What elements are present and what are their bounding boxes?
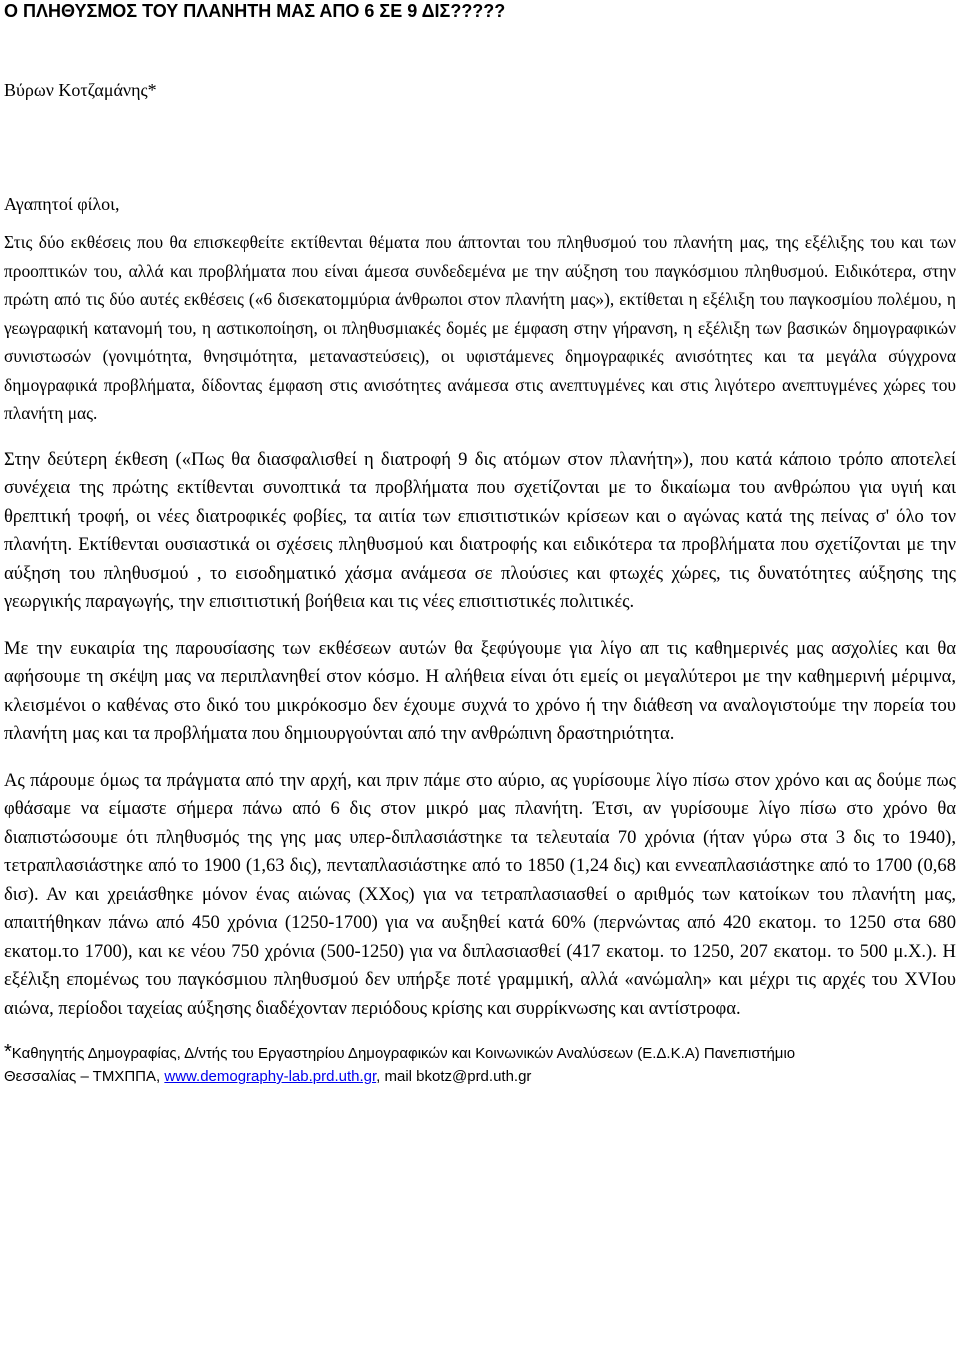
footnote xyxy=(4,1041,956,1088)
footnote-email: , mail bkotz@prd.uth.gr xyxy=(376,1068,532,1085)
paragraph-history: Ας πάρουμε όμως τα πράγματα από την αρχή, και πριν πάμε στο αύριο, ας γυρίσουμε λίγο πίσω στον χρόνο και ας δούμε πως φθάσαμε να είμαστε σήμερα πάνω από 6 δις στον μικρό μας πλανήτη. Έτσι, αν γυρίσουμε λίγο πίσω στο χρόνο θα διαπιστώσουμε ότι πληθυσμός της γης μας υπερ-διπλασιάστηκε τα τελευταία 70 χρόνια (ήταν γύρω στα 3 δις το 1940), τετραπλασιάστηκε από το 1900 (1,63 δις), πενταπλασιάστηκε από το 1850 (1,24 δις) και εννεαπλασιάστηκε από το 1700 (0,68 δισ). Αν και χρειάσθηκε μόνον ένας αιώνας (XXος) για να τετραπλασιασθεί ο αριθμός των κατοίκων του πλανήτη μας, απαιτήθηκαν πάνω από 450 χρόνια (1250-1700) για να αυξηθεί κατά 60% (περνώντας από 420 εκατομ. το 1250 στα 680 εκατομ.το 1700), και κε νέου 750 χρόνια (500-1250) για να διπλασιασθεί (417 εκατομ. το 1250, 207 εκατομ. το 500 μ.Χ.). Η εξέλιξη επομένως του παγκόσμιου πληθυσμού δεν υπήρξε ποτέ γραμμική, αλλά «ανώμαλη» και μέχρι τις αρχές του XVIου αιώνα, περίοδοι ταχείας αύξησης διαδέχονταν περιόδους κρίσης και συρρίκνωσης και αντίστροφα. xyxy=(4,769,956,1019)
footnote-line-2 xyxy=(4,1065,956,1088)
greeting: Αγαπητοί φίλοι, xyxy=(4,194,120,214)
footnote-department: Θεσσαλίας – ΤΜΧΠΠΑ, xyxy=(4,1068,165,1085)
footnote-affiliation: Καθηγητής Δημογραφίας, Δ/ντής του Εργαστηρίου Δημογραφικών και Κοινωνικών Αναλύσεων (Ε.Δ.Κ.Α) Πανεπιστήμιο xyxy=(11,1045,796,1062)
paragraph-second-exhibition: Στην δεύτερη έκθεση («Πως θα διασφαλισθεί η διατροφή 9 δις ατόμων στον πλανήτη»), που κατά κάποιο τρόπο αποτελεί συνέχεια της πρώτης εκτίθενται συνοπτικά τα προβλήματα που σχετίζονται με το δικαίωμα του ανθρώπου για υγιή και θρεπτική τροφή, οι νέες διατροφικές φοβίες, τα αιτία των επισιτιστικών κρίσεων και ο αγώνας κατά της πείνας σ' όλο τον πλανήτη. Εκτίθενται ουσιαστικά οι σχέσεις πληθυσμού και διατροφής και ειδικότερα τα προβλήματα που σχετίζονται με την αύξηση του πληθυσμού , το εισοδηματικό χάσμα ανάμεσα σε πλούσιες και φτωχές χώρες, τις δυνατότητες αύξησης της γεωργικής παραγωγής, την επισιτιστική βοήθεια και τις νέες επισιτιστικές πολιτικές. xyxy=(4,448,956,612)
paragraph-opportunity: Με την ευκαιρία της παρουσίασης των εκθέσεων αυτών θα ξεφύγουμε για λίγο απ τις καθημερινές μας ασχολίες και θα αφήσουμε τη σκέψη μας να περιπλανηθεί στον κόσμο. Η αλήθεια είναι ότι εμείς οι μεγαλύτεροι με την καθημερινή μέριμνα, κλεισμένοι ο καθένας στο δικό του μικρόκοσμο δεν έχουμε συχνά το χρόνο ή την διάθεση να αναλογιστούμε την πορεία του πλανήτη μας και τα προβλήματα που δημιουργούνται από την ανθρώπινη δραστηριότητα. xyxy=(4,637,956,744)
author-name: Βύρων Κοτζαμάνης* xyxy=(4,80,157,100)
document-title: Ο ΠΛΗΘΥΣΜΟΣ ΤΟΥ ΠΛΑΝΗΤΗ ΜΑΣ ΑΠΟ 6 ΣΕ 9 ΔΙΣ????? xyxy=(4,1,506,21)
document-page xyxy=(4,0,956,1088)
footnote-line-1 xyxy=(4,1041,956,1065)
paragraph-exhibitions-intro: Στις δύο εκθέσεις που θα επισκεφθείτε εκτίθενται θέματα που άπτονται του πληθυσμού του πλανήτη μας, της εξέλιξης του και των προοπτικών του, αλλά και προβλήματα που είναι άμεσα συνδεδεμένα με την αύξηση του παγκόσμιου πληθυσμού. Ειδικότερα, στην πρώτη από τις δύο αυτές εκθέσεις («6 δισεκατομμύρια άνθρωποι στον πλανήτη μας»), εκτίθεται η εξέλιξη του παγκοσμίου πολέμου, η γεωγραφική κατανομή του, η αστικοποίηση, οι πληθυσμιακές δομές με έμφαση στην γήρανση, η εξέλιξη των βασικών δημογραφικών συνιστωσών (γονιμότητα, θνησιμότητα, μεταναστεύσεις), οι υφιστάμενες δημογραφικές ανισότητες και τα μεγάλα σύγχρονα δημογραφικά προβλήματα, δίδοντας έμφαση στις ανισότητες ανάμεσα στις ανεπτυγμένες και στις λιγότερο ανεπτυγμένες χώρες του πλανήτη μας. xyxy=(4,232,956,423)
lab-website-link[interactable]: www.demography-lab.prd.uth.gr xyxy=(164,1068,377,1085)
footnote-marker: * xyxy=(4,1041,12,1063)
